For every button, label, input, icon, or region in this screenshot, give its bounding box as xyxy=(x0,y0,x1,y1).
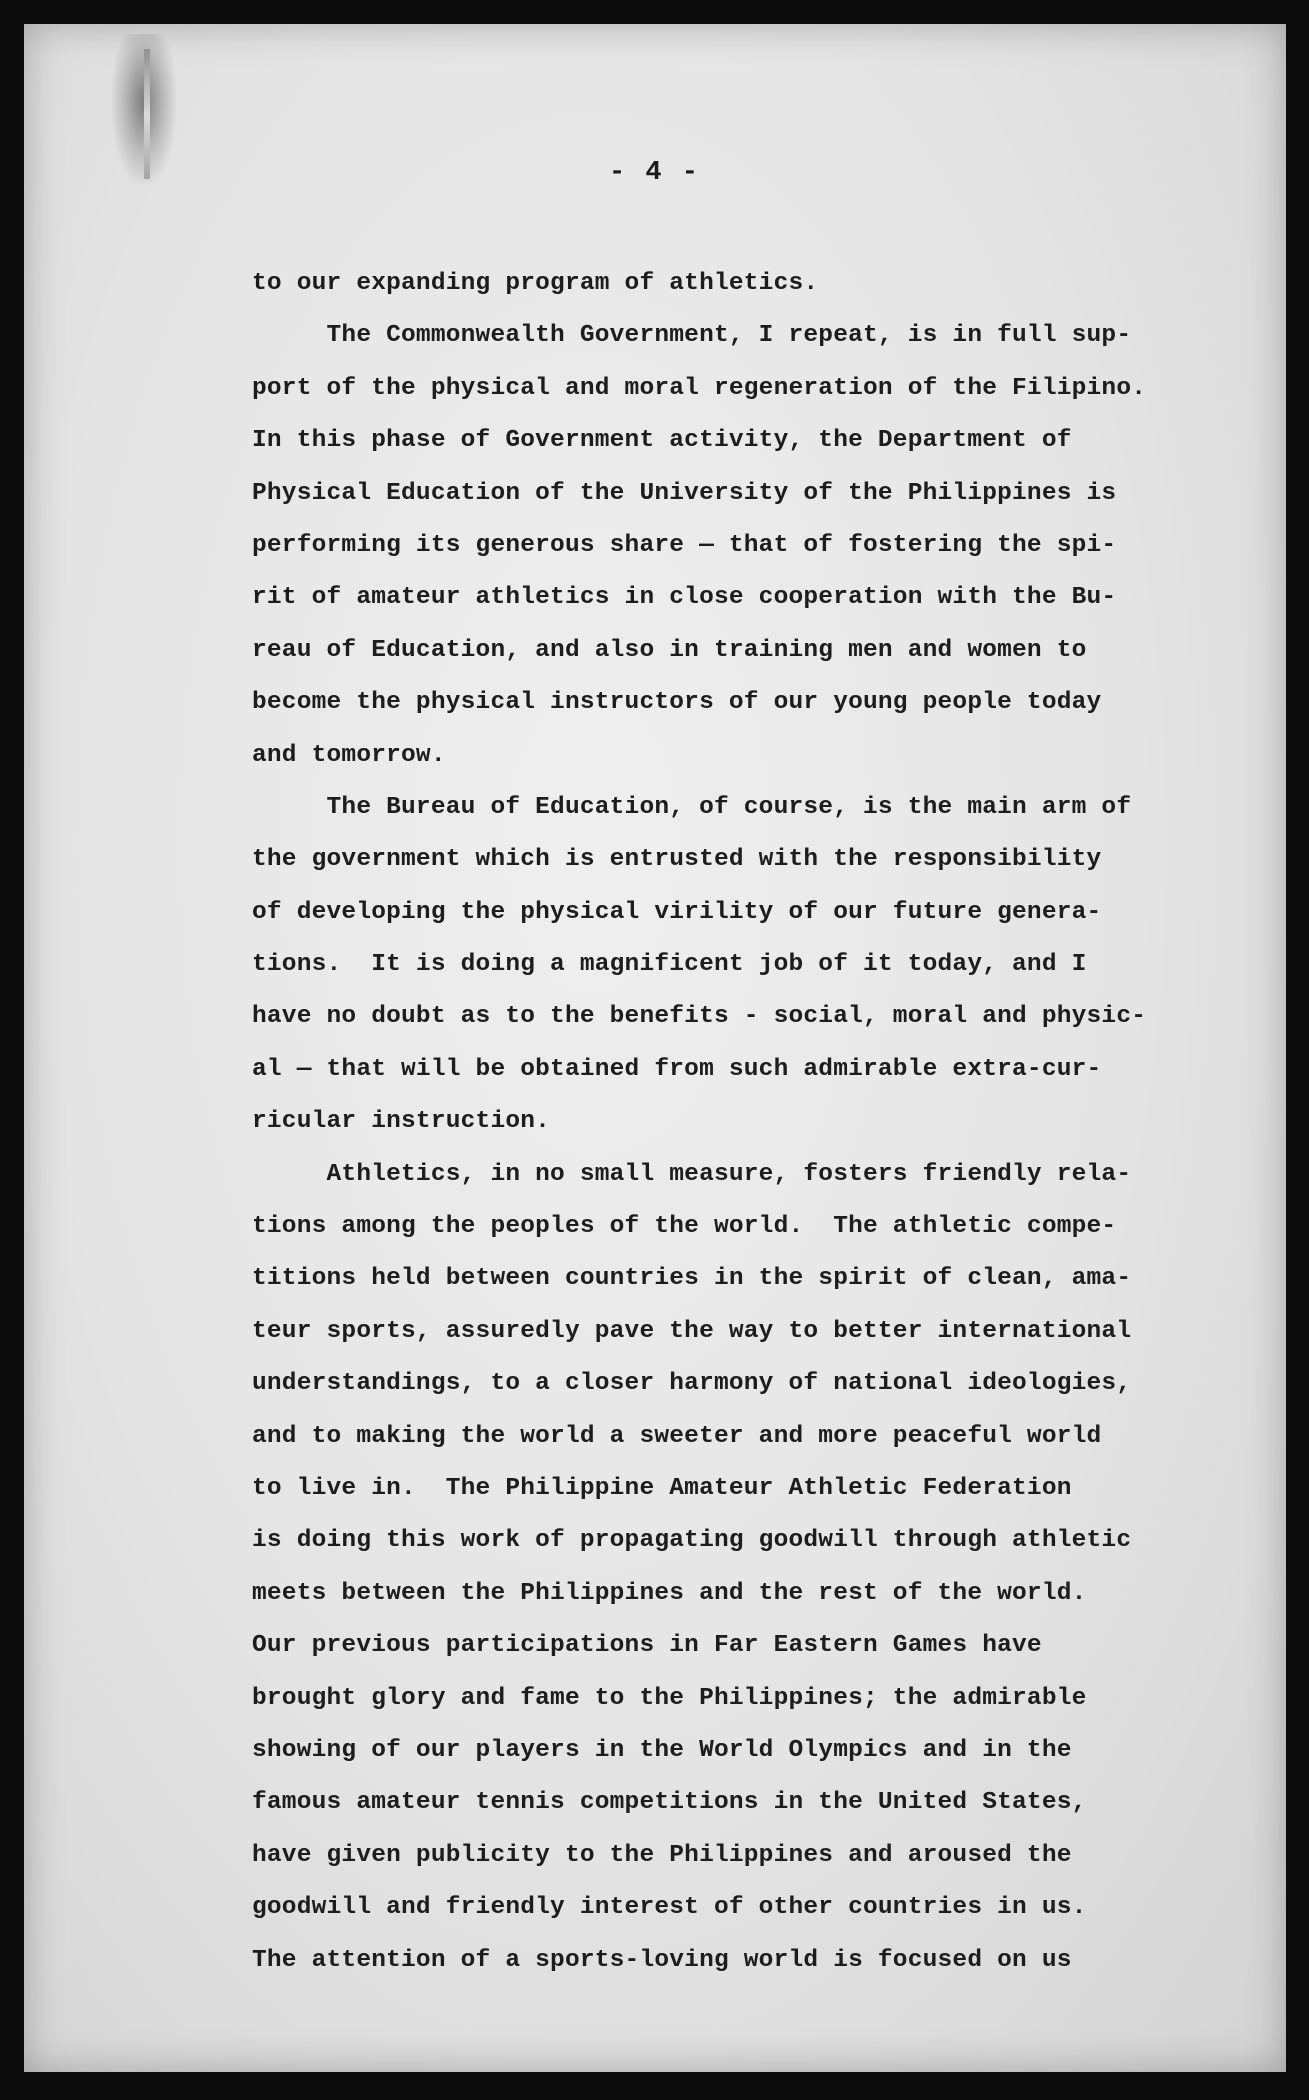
typed-body-text xyxy=(252,258,1192,1987)
text-line: showing of our players in the World Olympics and in the xyxy=(252,1736,1072,1764)
text-line: to our expanding program of athletics. xyxy=(252,270,819,297)
text-line: is doing this work of propagating goodwill through athletic xyxy=(252,1527,1132,1555)
text-line: teur sports, assuredly pave the way to better international xyxy=(252,1317,1132,1345)
text-line: port of the physical and moral regeneration of the Filipino. xyxy=(252,374,1147,402)
text-line: to live in. The Philippine Amateur Athletic Federation xyxy=(252,1474,1072,1502)
text-line: ricular instruction. xyxy=(252,1108,551,1136)
text-line: become the physical instructors of our young people today xyxy=(252,689,1102,717)
text-line: al — that will be obtained from such admirable extra-cur- xyxy=(252,1055,1102,1083)
text-line: understandings, to a closer harmony of national ideologies, xyxy=(252,1370,1132,1398)
text-line: tions among the peoples of the world. The athletic compe- xyxy=(252,1213,1117,1241)
text-line: the government which is entrusted with the responsibility xyxy=(252,846,1102,874)
text-line: Athletics, in no small measure, fosters friendly rela- xyxy=(252,1160,1132,1188)
text-line: reau of Education, and also in training men and women to xyxy=(252,636,1087,664)
text-line: goodwill and friendly interest of other countries in us. xyxy=(252,1894,1087,1922)
text-line: of developing the physical virility of our future genera- xyxy=(252,898,1102,926)
text-line: In this phase of Government activity, the Department of xyxy=(252,427,1072,455)
text-line: and tomorrow. xyxy=(252,741,446,769)
text-line: have no doubt as to the benefits - social, moral and physic- xyxy=(252,1003,1147,1031)
text-line: The Commonwealth Government, I repeat, is in full sup- xyxy=(252,322,1132,350)
text-line: meets between the Philippines and the rest of the world. xyxy=(252,1579,1087,1607)
text-line: The Bureau of Education, of course, is the main arm of xyxy=(252,793,1132,821)
text-line: Our previous participations in Far Eastern Games have xyxy=(252,1632,1042,1660)
page-number: - 4 - xyxy=(608,158,700,188)
text-line: titions held between countries in the spirit of clean, ama- xyxy=(252,1265,1132,1293)
text-line: famous amateur tennis competitions in the United States, xyxy=(252,1789,1087,1817)
text-line: brought glory and fame to the Philippines; the admirable xyxy=(252,1684,1087,1712)
text-line: have given publicity to the Philippines and aroused the xyxy=(252,1841,1072,1869)
text-line: tions. It is doing a magnificent job of it today, and I xyxy=(252,951,1087,979)
text-line: rit of amateur athletics in close cooperation with the Bu- xyxy=(252,584,1117,612)
text-line: performing its generous share — that of fostering the spi- xyxy=(252,531,1117,559)
text-line: Physical Education of the University of the Philippines is xyxy=(252,479,1117,507)
text-line: The attention of a sports-loving world is focused on us xyxy=(252,1946,1072,1974)
text-line: and to making the world a sweeter and more peaceful world xyxy=(252,1422,1102,1450)
